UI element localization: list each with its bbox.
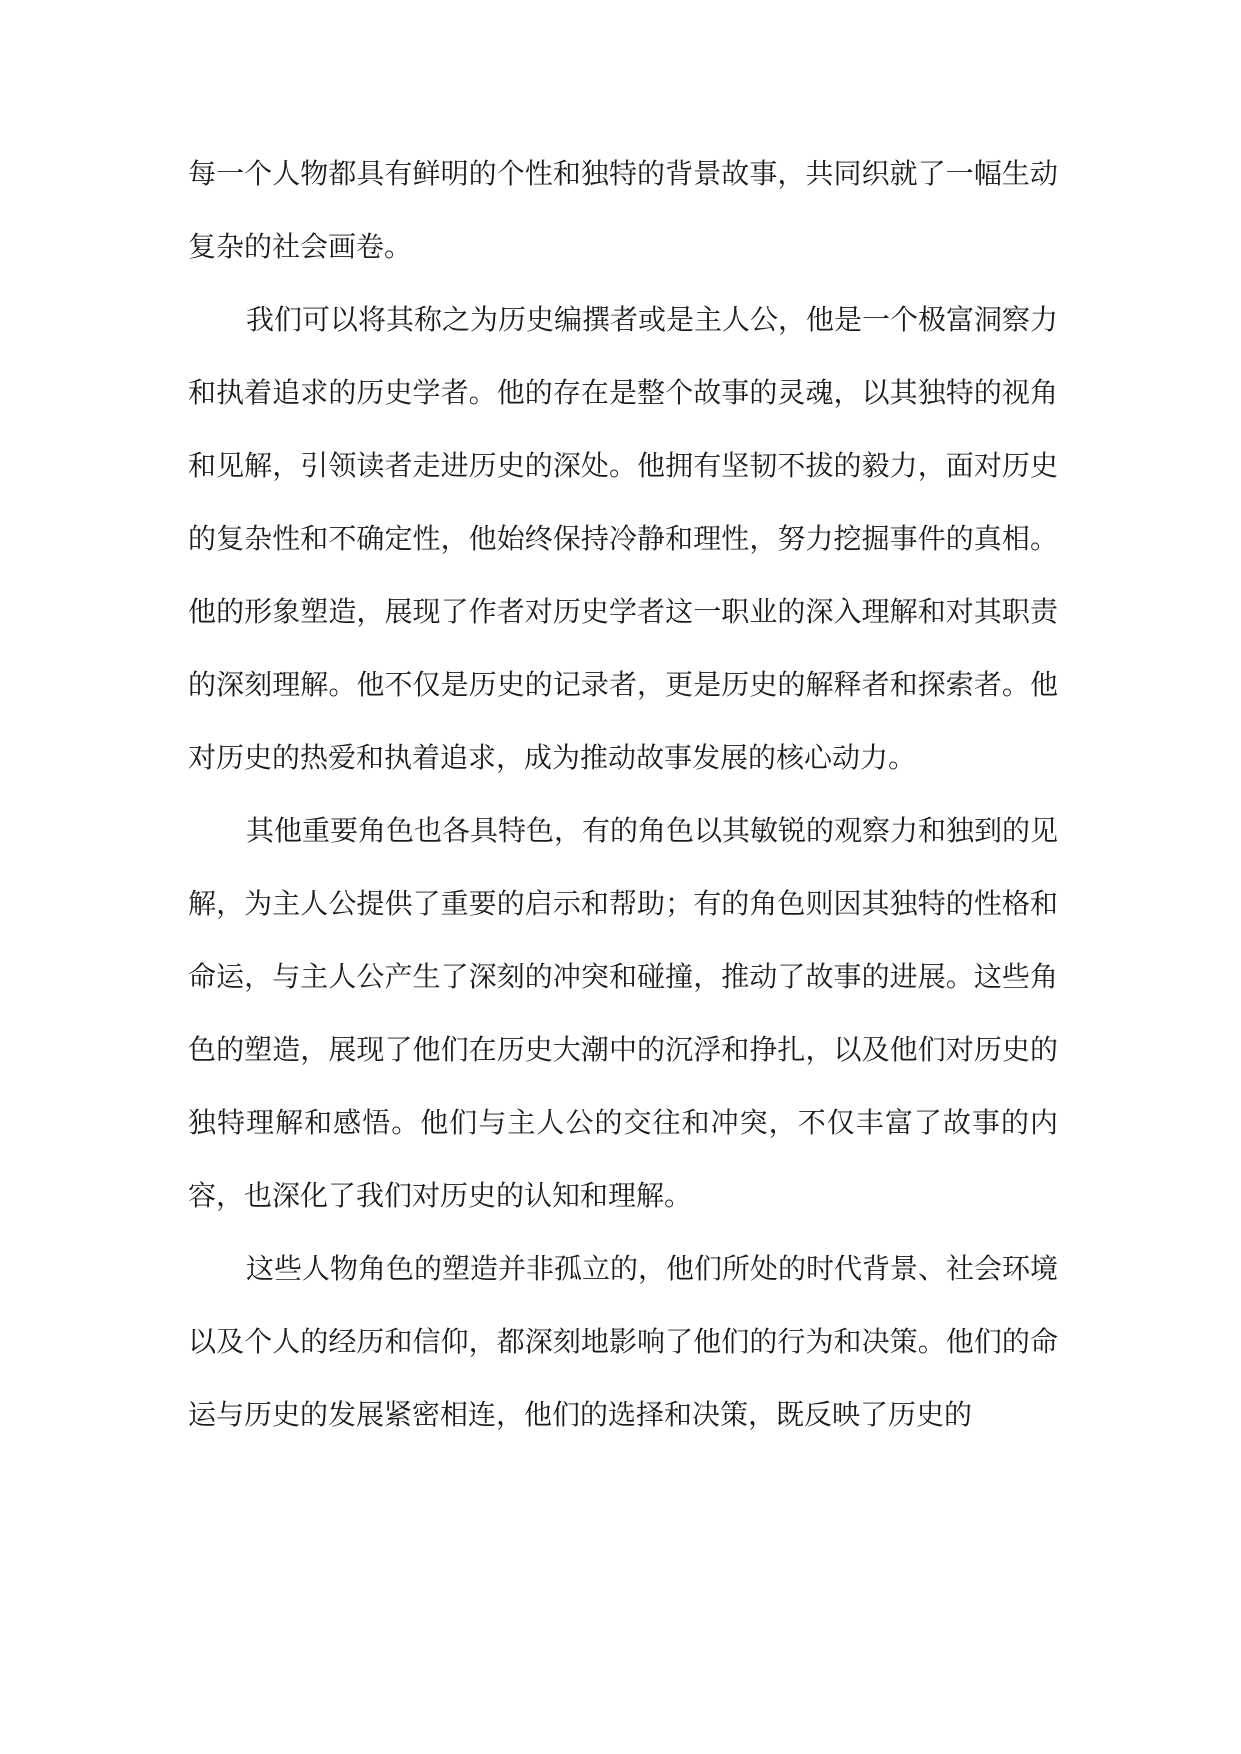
paragraph-protagonist: 我们可以将其称之为历史编撰者或是主人公，他是一个极富洞察力和执着追求的历史学者。他的存在是整个故事的灵魂，以其独特的视角和见解，引领读者走进历史的深处。他拥有坚韧不拔的毅力，面对历史的复杂性和不确定性，他始终保持冷静和理性，努力挖掘事件的真相。他的形象塑造，展现了作者对历史学者这一职业的深入理解和对其职责的深刻理解。他不仅是历史的记录者，更是历史的解释者和探索者。他对历史的热爱和执着追求，成为推动故事发展的核心动力。 [188, 303, 1059, 774]
paragraph-continuation: 每一个人物都具有鲜明的个性和独特的背景故事，共同织就了一幅生动复杂的社会画卷。 [188, 157, 1058, 263]
paragraph-other-characters: 其他重要角色也各具特色，有的角色以其敏锐的观察力和独到的见解，为主人公提供了重要的启示和帮助；有的角色则因其独特的性格和命运，与主人公产生了深刻的冲突和碰撞，推动了故事的进展。这些角色的塑造，展现了他们在历史大潮中的沉浮和挣扎，以及他们对历史的独特理解和感悟。他们与主人公的交往和冲突，不仅丰富了故事的内容，也深化了我们对历史的认知和理解。 [188, 814, 1059, 1212]
body-text [188, 137, 1058, 1451]
paragraph-context: 这些人物角色的塑造并非孤立的，他们所处的时代背景、社会环境以及个人的经历和信仰，都深刻地影响了他们的行为和决策。他们的命运与历史的发展紧密相连，他们的选择和决策，既反映了历史的 [188, 1252, 1059, 1431]
